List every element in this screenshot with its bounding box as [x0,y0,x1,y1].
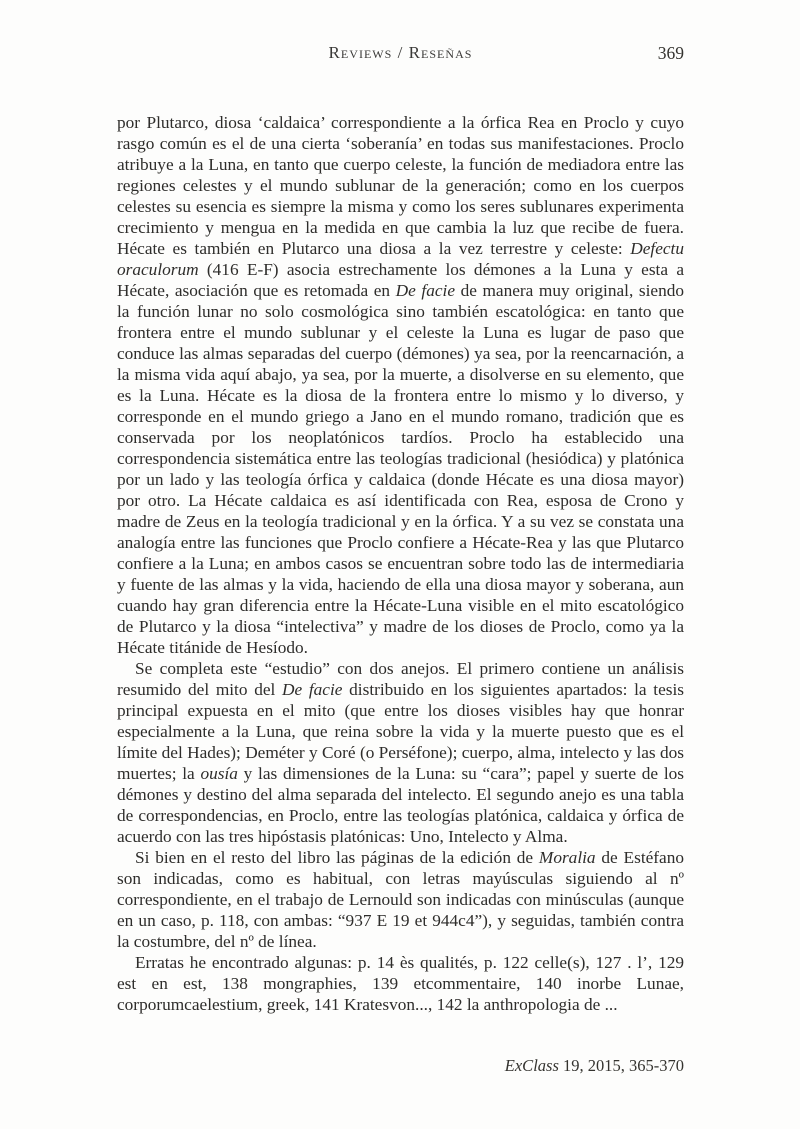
italic-text-run: De facie [282,680,343,699]
paragraph [117,952,684,1015]
italic-text-run: ousía [200,764,238,783]
paragraph [117,658,684,847]
text-run: Si bien en el resto del libro las páginas de la edición de [135,848,539,867]
italic-text-run: ExClass [504,1056,559,1075]
text-run: distribuido en los siguientes apartados: la tesis principal expuesta en el mito (que entre los dioses visibles hay que honrar especialmente a la Luna, que reina sobre la vida y la muerte puesto que es el límite del Hades); Deméter y Coré (o Perséfone); cuerpo, alma, intelecto y las dos muertes; la [117,680,685,783]
text-run: 19, 2015, 365-370 [558,1056,684,1075]
running-title: Reviews / Reseñas [328,43,473,62]
text-run: Se completa este “estudio” con dos anejos. El primero contiene un análisis resumido del mito del [117,659,684,699]
text-run: y las dimensiones de la Luna: su “cara”; papel y suerte de los démones y destino del alma separada del intelecto. El segundo anejo es una tabla de correspondencias, en Proclo, entre las teologías platónica, caldaica y órfica de acuerdo con las tres hipóstasis platónicas: Uno, Intelecto y Alma. [117,764,684,846]
body-text [117,112,684,1015]
text-run: de manera muy original, siendo la función lunar no solo cosmológica sino también escatológica: en tanto que frontera entre el mundo sublunar y el celeste la Luna es lugar de paso que conduce las almas separadas del cuerpo (démones) ya sea, por la reencarnación, a la misma vida aquí abajo, ya sea, por la muerte, a disolverse en su elemento, que es la Luna. Hécate es la diosa de la frontera entre lo mismo y lo diverso, y corresponde en el mundo griego a Jano en el mundo romano, tradición que es conservada por los neoplatónicos tardíos. Proclo ha establecido una correspondencia sistemática entre las teologías tradicional (hesiódica) y platónica por un lado y las teología órfica y caldaica (donde Hécate es una diosa mayor) por otro. La Hécate caldaica es así identificada con Rea, esposa de Crono y madre de Zeus en la teología tradicional y en la órfica. Y a su vez se constata una analogía entre las funciones que Proclo confiere a Hécate-Rea y las que Plutarco confiere a la Luna; en ambos casos se encuentran sobre todo las de intermediaria y fuente de las almas y la vida, haciendo de ella una diosa mayor y soberana, aun cuando hay gran diferencia entre la Hécate-Luna visible en el mito escatológico de Plutarco y la diosa “intelectiva” y madre de los dioses de Proclo, como ya la Hécate titánide de Hesíodo. [117,281,684,657]
text-run: Erratas he encontrado algunas: p. 14 ès qualités, p. 122 celle(s), 127 . l’, 129 est en est, 138 mongraphies, 139 etcommentaire, 140 inorbe Lunae, corporumcaelestium, greek, 141 Kratesvon..., 142 la anthropologia de ... [117,953,684,1014]
page-footer [117,1056,684,1076]
italic-text-run: Moralia [538,848,596,867]
paragraph [117,112,684,658]
text-run: por Plutarco, diosa ‘caldaica’ correspondiente a la órfica Rea en Proclo y cuyo rasgo común es el de una cierta ‘soberanía’ en todas sus manifestaciones. Proclo atribuye a la Luna, en tanto que cuerpo celeste, la función de mediadora entre las regiones celestes y el mundo sublunar de la generación; como en los cuerpos celestes su esencia es siempre la misma y como los seres sublunares experimenta crecimiento y mengua en la medida en que cambia la luz que recibe de fuera. Hécate es también en Plutarco una diosa a la vez terrestre y celeste: [117,113,684,258]
text-run: (416 E-F) asocia estrechamente los démones a la Luna y esta a Hécate, asociación que es retomada en [117,260,684,300]
paragraph [117,847,684,952]
page-header [117,43,684,63]
text-run: de Estéfano son indicadas, como es habitual, con letras mayúsculas siguiendo al nº correspondiente, en el trabajo de Lernould son indicadas con minúsculas (aunque en un caso, p. 118, con ambas: “937 E 19 et 944c4”), y seguidas, también contra la costumbre, del nº de línea. [117,848,684,951]
italic-text-run: Defectu oraculorum [117,239,684,279]
italic-text-run: De facie [395,281,455,300]
page-number: 369 [657,43,684,63]
